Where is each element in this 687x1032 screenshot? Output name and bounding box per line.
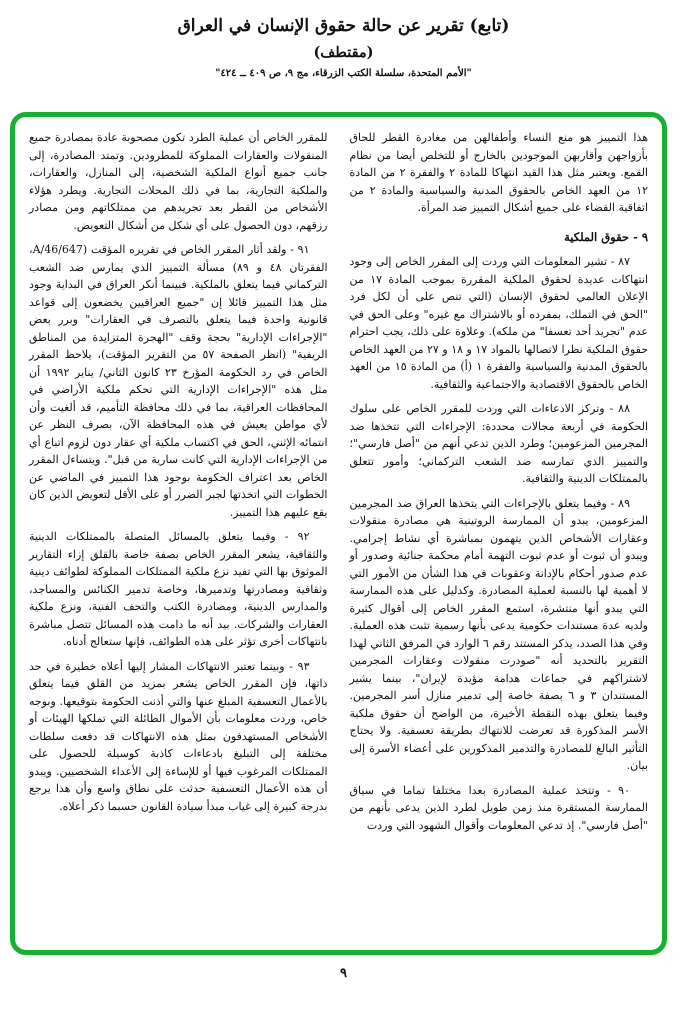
paragraph: ٩٣ - وبينما تعتبر الانتهاكات المشار إليها أعلاه خطيرة في حد ذاتها، فإن المقرر الخاص يشعر بمزيد من القلق فيما يتعلق بالأعمال التعسفية المبلغ عنها والتي أذنت الحكومة بتوقيعها. وبوجه خاص، وردت معلومات بأن الأموال الطائلة التي تملكها الهيئات أو الأشخاص المستهدفون بمثل هذه الانتهاكات قد دفعت سلطات مختلفة إلى التبليغ بادعاءات كاذبة كوسيلة للحصول على الممتلكات المرغوب فيها أو للإساءة إلى الأعداء الشخصيين. ويبدو أن هذه الأعمال التعسفية حدثت على نطاق واسع وأن هذا يرجع بدرجة كبيرة إلى غياب مبدأ سيادة القانون حسبما ذكر أعلاه.	[29, 659, 328, 813]
paragraph: ٨٧ - تشير المعلومات التي وردت إلى المقرر الخاص إلى وجود انتهاكات عديدة لحقوق الملكية المقررة بموجب المادة ١٧ من الإعلان العالمي لحقوق الإنسان (التي تنص على أن لكل فرد "الحق في التملك، بمفرده أو بالاشتراك مع غيره" وعلى الحق في عدم "تجريد أحد تعسفا" من ملكه). وعلاوة على ذلك، يجب احترام حقوق الملكية نظرا لاتصالها بالمواد ١٧ و ١٨ و ٢٧ من العهد الخاص بالحقوق المدنية والسياسية والفقرة ١ (أ) من المادة ١٥ من العهد الخاص بالحقوق الاقتصادية والاجتماعية والثقافية.	[349, 255, 648, 391]
paragraph: ٨٨ - وتركز الادعاءات التي وردت للمقرر الخاص على سلوك الحكومة في أربعة مجالات محددة: الإجراءات التي تتخذها ضد المجرمين المزعومين؛ وطرد الذين تدعي أنهم من "أصل فارسي"؛ والتمييز الذي تمارسه ضد الشعب التركماني؛ وأمور تتعلق بالممتلكات الدينية والثقافية.	[349, 402, 648, 485]
column-left	[29, 129, 328, 942]
paragraph: ٩٢ - وفيما يتعلق بالمسائل المتصلة بالممتلكات الدينية والثقافية، يشعر المقرر الخاص بصفة خاصة بالقلق إزاء التقارير الموثوق بها التي تفيد نزع ملكية الممتلكات المملوكة لطوائف دينية وثقافية ومصادرتها وتدميرها، وخاصة تدمير الكنائس والمساجد، والمدارس الدينية، ومصادرة الكتب والتحف الفنية، ونزع ملكية العقارات والشركات. بيد أنه ما دامت هذه المسائل تتصل مباشرة بانتهاكات أخرى تؤثر على هذه الطوائف، فإنها ستعالج أدناه.	[29, 530, 328, 648]
page-number: ٩	[340, 966, 347, 981]
section-heading: ٩ - حقوق الملكية	[564, 229, 648, 244]
paragraph: للمقرر الخاص أن عملية الطرد تكون مصحوبة عادة بمصادرة جميع المنقولات والعقارات المملوكة للمطرودين. وتمتد المصادرة، إلى جانب جميع أنواع الملكية الشخصية، إلى المنازل، والعقارات، والملكية التجارية، بما في ذلك المحلات التجارية. ويطرد هؤلاء الأشخاص من القطر بعد تجريدهم من ممتلكاتهم ومن مصادر رزقهم، دون الحصول على أي شكل من أشكال التعويض.	[29, 131, 328, 232]
paragraph: هذا التمييز هو منع النساء وأطفالهن من مغادرة القطر للحاق بأزواجهن وأقاربهن الموجودين بالخارج أو للتخلص أيضا من نظام القمع. ويعتبر مثل هذا القيد انتهاكا للمادة ٢ والفقرة ٢ من المادة ١٢ من العهد الخاص بالحقوق المدنية والسياسية والمادة ٢ من اتفاقية القضاء على جميع أشكال التمييز ضد المرأة.	[349, 131, 649, 214]
green-border-text-box	[10, 112, 667, 955]
page-title: (تابع) تقرير عن حالة حقوق الإنسان في العراق	[177, 16, 510, 36]
paragraph: ٨٩ - وفيما يتعلق بالإجراءات التي يتخذها العراق ضد المجرمين المزعومين، يبدو أن الممارسة الروتينية هي مصادرة منقولات وعقارات الأشخاص الذين يتهمون بمباشرة أي نشاط إجرامي. ويبدو أن ثبوت أو عدم ثبوت التهمة أمام محكمة جنائية وصدور أو عدم صدور أحكام بالإدانة وعقوبات في هذا الشأن من الأمور التي لا أهمية لها بالنسبة لعملية المصادرة. وكدليل على هذه الممارسة التي يبدو أنها منتشرة، استمع المقرر الخاص إلى أقوال كثيرة ولديه عدة مستندات حكومية يدعى بأنها رسمية تثبت هذه العملية. وفي هذا الصدد، يذكر المستند رقم ٦ الوارد في المرفق الثاني لهذا التقرير بالتحديد أنه "صودرت منقولات وعقارات المجرمين لاشتراكهم في جماعات هدامة مؤيدة لإيران"، بينما يشير المستندان ٣ و ٦ بصفة خاصة إلى تدمير منازل أسر المجرمين. وفيما يتعلق بهذه النقطة الأخيرة، من الواضح أن حقوق ملكية الأسر المذكورة قد تعرضت للانتهاك بطريقة تعسفية. ولا يحتاج التأثير البالغ للمصادرة والتدمير المذكورين على أعضاء الأسرة إلى بيان.	[349, 496, 648, 772]
paragraph: ٩١ - ولقد أثار المقرر الخاص في تقريره المؤقت (A/46/647، الفقرتان ٤٨ و ٨٩) مسألة التمييز الذي يمارس ضد الشعب التركماني فيما يتعلق بالملكية. فبينما أنكر العراق في البداية وجود مثل هذا التمييز قائلا إن "جميع العراقيين يخضعون إلى قواعد قانونية واحدة فيما يتعلق بالتصرف في العقارات" وبرر بعض "الإجراءات الإدارية" بحجة وقف "الهجرة المتزايدة من المناطق الريفية" (انظر الصفحة ٥٧ من التقرير المؤقت)، يلاحظ المقرر الخاص في رد الحكومة المؤرخ ٢٣ كانون الثاني/ يناير ١٩٩٢ أن مثل هذه "الإجراءات الإدارية التي تحكم ملكية الأراضي في المحافظات العراقية، بما في ذلك محافظة التأميم، قد ألغيت وأن لأي مواطن يعيش في هذه المحافظة الآن، بصرف النظر عن انتمائه الإثني، الحق في اكتساب ملكية أي عقار دون لزوم اتباع أي من الإجراءات الإدارية التي كانت سارية من قبل". ويتساءل المقرر الخاص بعد اعتراف الحكومة بوجود هذا التمييز في الماضي عن الخطوات التي اتخذتها لجبر الضرر أو على الأقل لتعويض الذين كان يقع عليهم هذا التمييز.	[29, 243, 328, 519]
source-citation: "الأمم المتحدة، سلسلة الكتب الزرقاء، مج ٩، ص ٤٠٩ ــ ٤٢٤"	[215, 68, 472, 79]
paragraph: ٩٠ - وتتخذ عملية المصادرة بعدا مختلفا تماما في سياق الممارسة المستقرة منذ زمن طويل لطرد الذين يدعى بأنهم من "أصل فارسي". إذ تدعي المعلومات وأقوال الشهود التي وردت	[349, 783, 648, 832]
page-header	[0, 0, 687, 79]
page-subtitle: (مقتطف)	[313, 44, 374, 61]
column-right	[350, 129, 649, 942]
